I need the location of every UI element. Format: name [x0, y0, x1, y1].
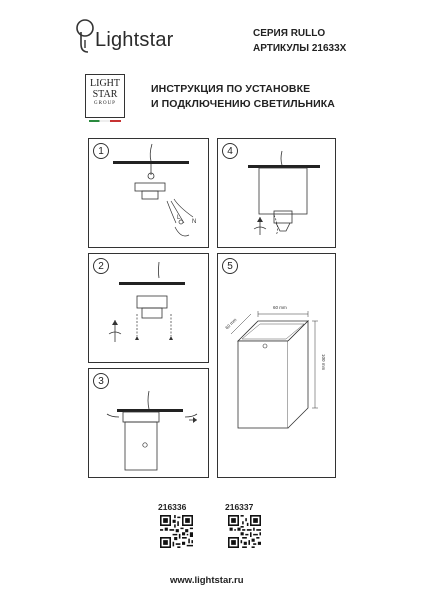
step-number: 4 [222, 143, 238, 159]
step-panel-5 [217, 253, 336, 478]
italian-flag-icon [89, 120, 121, 122]
lightstar-group-badge [85, 74, 125, 118]
step-4-illustration [218, 139, 337, 249]
dimension-depth: 60 mm [224, 317, 238, 331]
step-number: 2 [93, 258, 109, 274]
instruction-title [151, 82, 335, 112]
step-panel-4 [217, 138, 336, 248]
title-line2: И ПОДКЛЮЧЕНИЮ СВЕТИЛЬНИКА [151, 98, 335, 110]
qr-code-icon[interactable] [160, 515, 193, 548]
articles-line: АРТИКУЛЫ 21633X [253, 43, 347, 54]
wire-label-l: L [177, 215, 181, 221]
step-5-illustration [218, 254, 337, 479]
lightstar-logo-icon [74, 18, 96, 56]
badge-line1: LIGHT [90, 78, 120, 89]
badge-line2: STAR [92, 89, 118, 100]
step-panel-3 [88, 368, 209, 478]
step-3-illustration [89, 369, 210, 479]
product-code-216336: 216336 [158, 502, 187, 512]
title-line1: ИНСТРУКЦИЯ ПО УСТАНОВКЕ [151, 83, 311, 95]
badge-line3: GROUP [94, 101, 116, 106]
series-line: СЕРИЯ RULLO [253, 28, 326, 39]
step-number: 3 [93, 373, 109, 389]
product-code-216337: 216337 [225, 502, 254, 512]
step-1-illustration [89, 139, 210, 249]
step-2-illustration [89, 254, 210, 364]
wire-label-n: N [192, 219, 197, 225]
qr-code-icon[interactable] [228, 515, 261, 548]
step-panel-1 [88, 138, 209, 248]
step-panel-2 [88, 253, 209, 363]
dimension-width: 60 mm [273, 305, 287, 310]
step-number: 1 [93, 143, 109, 159]
series-info [253, 26, 346, 56]
step-number: 5 [222, 258, 238, 274]
brand-name: Lightstar [95, 29, 174, 51]
website-link[interactable]: www.lightstar.ru [170, 575, 244, 586]
dimension-height: 100 mm [321, 354, 326, 371]
